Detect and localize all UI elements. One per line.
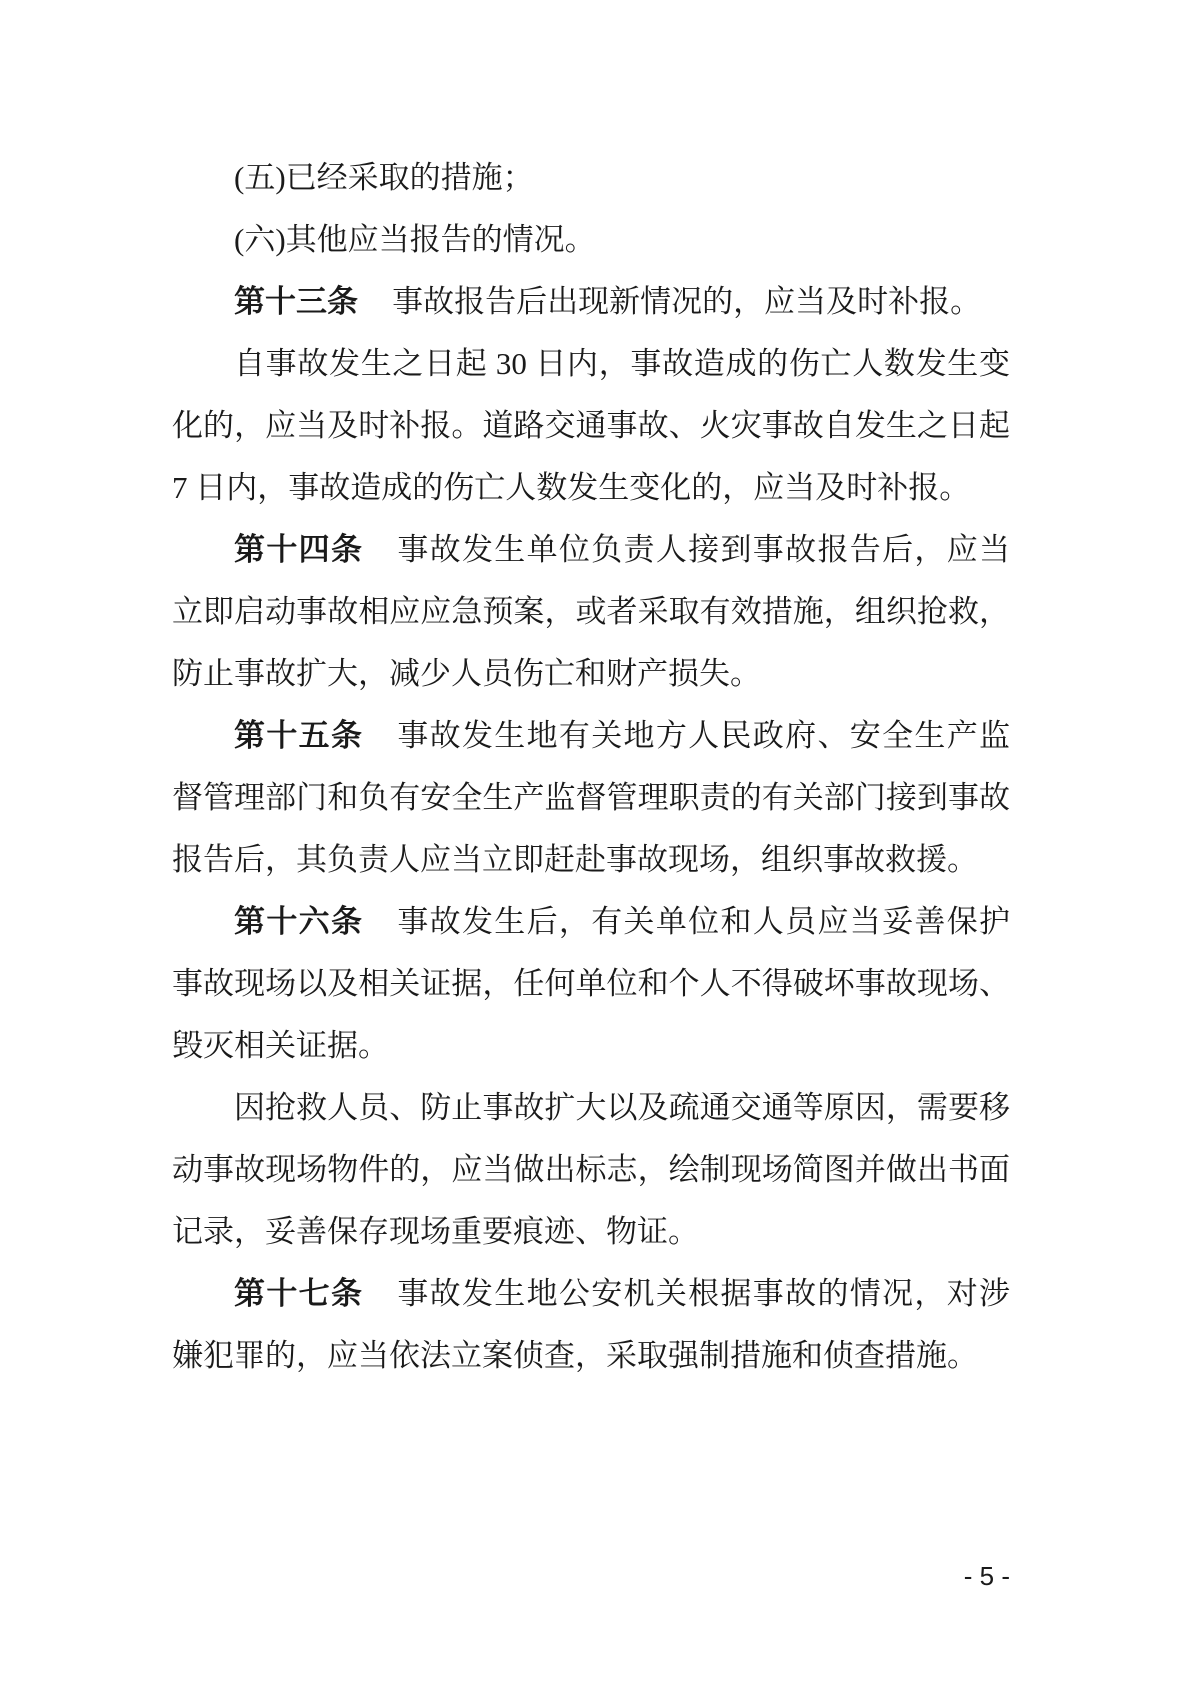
article-17-paragraph xyxy=(172,1263,1010,1387)
article-17-text: 事故发生地公安机关根据事故的情况，对涉嫌犯罪的，应当依法立案侦查，采取强制措施和侦查措施。 xyxy=(172,1276,1011,1373)
article-15-text: 事故发生地有关地方人民政府、安全生产监督管理部门和负有安全生产监督管理职责的有关部门接到事故报告后，其负责人应当立即赶赴事故现场，组织事故救援。 xyxy=(172,718,1011,877)
list-item-text: (六)其他应当报告的情况。 xyxy=(234,222,596,257)
article-13-number: 第十三条 xyxy=(234,284,358,319)
article-16-body-paragraph xyxy=(172,1077,1010,1263)
article-13-text: 事故报告后出现新情况的，应当及时补报。 xyxy=(392,284,982,319)
article-14-paragraph xyxy=(172,519,1010,705)
article-14-text: 事故发生单位负责人接到事故报告后，应当立即启动事故相应应急预案，或者采取有效措施，组织抢救，防止事故扩大，减少人员伤亡和财产损失。 xyxy=(172,532,1011,691)
article-13-body-paragraph xyxy=(172,333,1010,519)
article-13-paragraph xyxy=(172,271,1010,333)
list-item-text: (五)已经采取的措施； xyxy=(234,160,534,195)
list-item-5 xyxy=(172,147,1010,209)
article-16-paragraph xyxy=(172,891,1010,1077)
page-number: - 5 - xyxy=(963,1561,1010,1591)
article-15-paragraph xyxy=(172,705,1010,891)
article-15-number: 第十五条 xyxy=(234,718,364,753)
article-16-text: 事故发生后，有关单位和人员应当妥善保护事故现场以及相关证据，任何单位和个人不得破坏事故现场、毁灭相关证据。 xyxy=(172,904,1011,1063)
paragraph-text: 因抢救人员、防止事故扩大以及疏通交通等原因，需要移动事故现场物件的，应当做出标志，绘制现场简图并做出书面记录，妥善保存现场重要痕迹、物证。 xyxy=(172,1090,1010,1249)
article-17-number: 第十七条 xyxy=(234,1276,364,1311)
paragraph-text: 自事故发生之日起 30 日内，事故造成的伤亡人数发生变化的，应当及时补报。道路交通事故、火灾事故自发生之日起 7 日内，事故造成的伤亡人数发生变化的，应当及时补报。 xyxy=(172,346,1010,505)
article-16-number: 第十六条 xyxy=(234,904,364,939)
article-14-number: 第十四条 xyxy=(234,532,364,567)
list-item-6 xyxy=(172,209,1010,271)
